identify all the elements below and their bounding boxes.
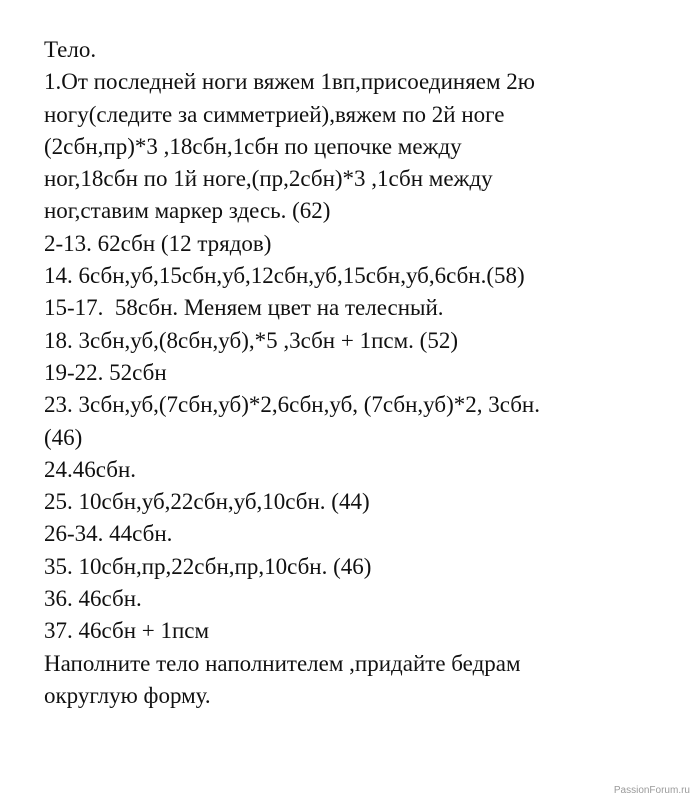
text-line: 18. 3сбн,уб,(8сбн,уб),*5 ,3сбн + 1псм. (52) [44, 327, 458, 353]
text-line: 19-22. 52сбн [44, 359, 167, 385]
section-title: Тело. [44, 37, 97, 62]
text-line: (2сбн,пр)*3 ,18сбн,1сбн по цепочке между [44, 133, 462, 159]
text-line: 1.От последней ноги вяжем 1вп,присоединяем 2ю [44, 69, 535, 95]
text-line: 14. 6сбн,уб,15сбн,уб,12сбн,уб,15сбн,уб,6сбн.(58) [44, 263, 525, 289]
text-line: ног,18сбн по 1й ноге,(пр,2сбн)*3 ,1сбн между [44, 166, 493, 192]
text-line: 23. 3сбн,уб,(7сбн,уб)*2,6сбн,уб, (7сбн,уб)*2, 3сбн. [44, 392, 540, 418]
text-line: 25. 10сбн,уб,22сбн,уб,10сбн. (44) [44, 489, 370, 515]
text-line: Наполните тело наполнителем ,придайте бедрам [44, 650, 521, 676]
text-line: округлую форму. [44, 682, 211, 708]
text-line: 37. 46сбн + 1псм [44, 618, 210, 644]
watermark: PassionForum.ru [613, 785, 690, 796]
text-line: ног,ставим маркер здесь. (62) [44, 198, 331, 224]
text-line: 15-17. 58сбн. Меняем цвет на телесный. [44, 295, 444, 321]
text-line: 26-34. 44сбн. [44, 521, 173, 547]
text-line: 35. 10сбн,пр,22сбн,пр,10сбн. (46) [44, 553, 372, 579]
text-line: (46) [44, 424, 83, 450]
text-line: 36. 46сбн. [44, 586, 142, 612]
document-text [44, 34, 694, 712]
text-line: 24.46сбн. [44, 456, 136, 482]
text-line: 2-13. 62сбн (12 трядов) [44, 230, 272, 256]
text-line: ногу(следите за симметрией),вяжем по 2й ноге [44, 101, 505, 127]
